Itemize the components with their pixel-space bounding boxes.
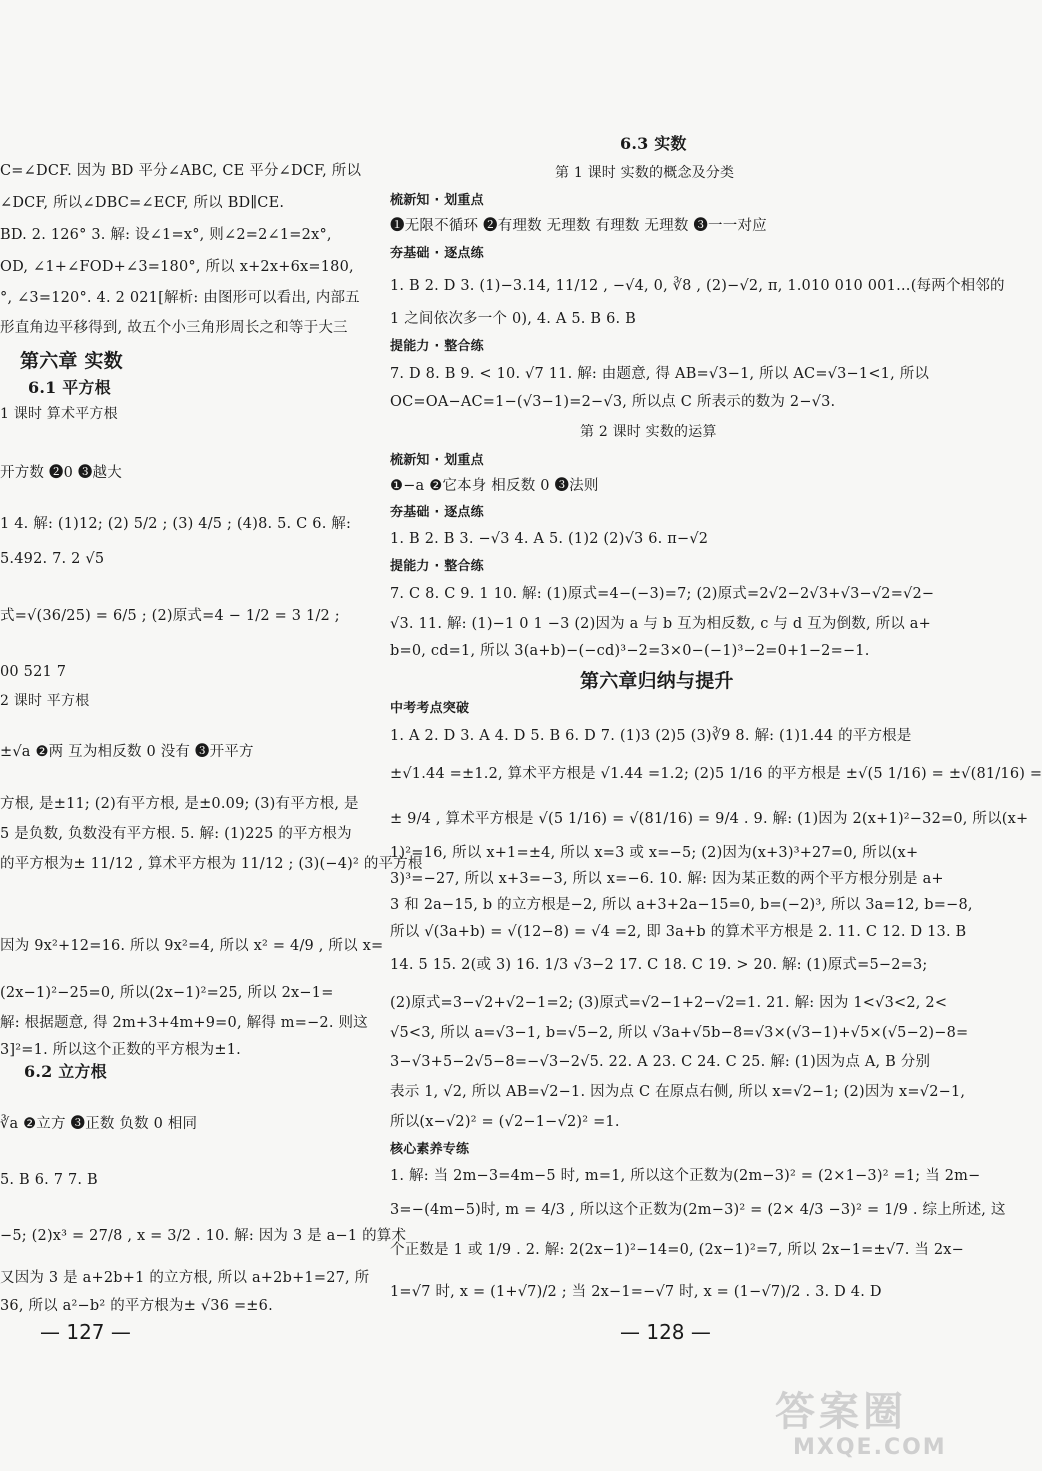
lesson-title: 2 课时 平方根	[0, 693, 90, 709]
text-line: 1 4. 解: (1)12; (2) 5/2 ; (3) 4/5 ; (4)8. 5. C 6. 解:	[0, 516, 352, 532]
text-line: 5.492. 7. 2 √5	[0, 551, 105, 567]
section-label: 提能力 · 整合练	[390, 339, 484, 354]
text-line: ∛a ❷立方 ❸正数 负数 0 相同	[0, 1116, 198, 1132]
text-line: 因为 9x²+12=16. 所以 9x²=4, 所以 x² = 4/9 , 所以 x=	[0, 938, 384, 954]
section-label: 中考考点突破	[390, 701, 470, 716]
text-line: √5<3, 所以 a=√3−1, b=√5−2, 所以 √3a+√5b−8=√3×(√3−1)+√5×(√5−2)−8=	[390, 1025, 969, 1041]
text-line: 式=√(36/25) = 6/5 ; (2)原式=4 − 1/2 = 3 1/2 ;	[0, 608, 340, 624]
text-line: 1=√7 时, x = (1+√7)/2 ; 当 2x−1=−√7 时, x = (1−√7)/2 . 3. D 4. D	[390, 1284, 882, 1300]
text-line: BD. 2. 126° 3. 解: 设∠1=x°, 则∠2=2∠1=2x°,	[0, 227, 332, 243]
watermark-logo	[775, 1390, 990, 1468]
text-line: 3=−(4m−5)时, m = 4/3 , 所以这个正数为(2m−3)² = (2× 4/3 −3)² = 1/9 . 综上所述, 这	[390, 1202, 1006, 1218]
text-line: (2x−1)²−25=0, 所以(2x−1)²=25, 所以 2x−1=	[0, 985, 334, 1001]
text-line: 3−√3+5−2√5−8=−√3−2√5. 22. A 23. C 24. C 25. 解: (1)因为点 A, B 分别	[390, 1054, 931, 1070]
text-line: °, ∠3=120°. 4. 2 021[解析: 由图形可以看出, 内部五	[0, 290, 360, 306]
text-line: ❶−a ❷它本身 相反数 0 ❸法则	[390, 478, 599, 494]
text-line: C=∠DCF. 因为 BD 平分∠ABC, CE 平分∠DCF, 所以	[0, 163, 362, 179]
text-line: 3 和 2a−15, b 的立方根是−2, 所以 a+3+2a−15=0, b=(−2)³, 所以 3a=12, b=−8,	[390, 897, 973, 913]
text-line: OC=OA−AC=1−(√3−1)=2−√3, 所以点 C 所表示的数为 2−√3.	[390, 394, 836, 410]
text-line: ❶无限不循环 ❷有理数 无理数 有理数 无理数 ❸一一对应	[390, 218, 767, 234]
text-line: 所以(x−√2)² = (√2−1−√2)² =1.	[390, 1114, 620, 1130]
text-line: ±√1.44 =±1.2, 算术平方根是 √1.44 =1.2; (2)5 1/16 的平方根是 ±√(5 1/16) = ±√(81/16) =	[390, 766, 1042, 782]
text-line: 5 是负数, 负数没有平方根. 5. 解: (1)225 的平方根为	[0, 826, 352, 842]
text-line: 3]²=1. 所以这个正数的平方根为±1.	[0, 1042, 241, 1058]
page-number: — 127 —	[40, 1320, 131, 1344]
text-line: ±√a ❷两 互为相反数 0 没有 ❸开平方	[0, 744, 254, 760]
section-title-6-2: 6.2 立方根	[24, 1062, 107, 1081]
chapter-title: 第六章 实数	[20, 350, 123, 372]
text-line: 36, 所以 a²−b² 的平方根为± √36 =±6.	[0, 1298, 273, 1314]
text-line: 7. C 8. C 9. 1 10. 解: (1)原式=4−(−3)=7; (2)原式=2√2−2√3+√3−√2=√2−	[390, 586, 935, 602]
watermark-url: MXQE.COM	[793, 1435, 947, 1460]
lesson-title: 第 1 课时 实数的概念及分类	[555, 165, 735, 181]
text-line: (2)原式=3−√2+√2−1=2; (3)原式=√2−1+2−√2=1. 21. 解: 因为 1<√3<2, 2<	[390, 995, 948, 1011]
text-line: 的平方根为± 11/12 , 算术平方根为 11/12 ; (3)(−4)² 的平方根	[0, 856, 423, 872]
text-line: 5. B 6. 7 7. B	[0, 1172, 98, 1188]
text-line: 1. B 2. B 3. −√3 4. A 5. (1)2 (2)√3 6. π−√2	[390, 531, 709, 547]
text-line: ± 9/4 , 算术平方根是 √(5 1/16) = √(81/16) = 9/4 . 9. 解: (1)因为 2(x+1)²−32=0, 所以(x+	[390, 811, 1029, 827]
text-line: 1 之间依次多一个 0), 4. A 5. B 6. B	[390, 311, 636, 327]
text-line: 解: 根据题意, 得 2m+3+4m+9=0, 解得 m=−2. 则这	[0, 1015, 368, 1031]
text-line: 又因为 3 是 a+2b+1 的立方根, 所以 a+2b+1=27, 所	[0, 1270, 370, 1286]
text-line: 1. A 2. D 3. A 4. D 5. B 6. D 7. (1)3 (2)5 (3)∛9 8. 解: (1)1.44 的平方根是	[390, 728, 912, 744]
text-line: 开方数 ❷0 ❸越大	[0, 465, 122, 481]
text-line: 所以 √(3a+b) = √(12−8) = √4 =2, 即 3a+b 的算术平方根是 2. 11. C 12. D 13. B	[390, 924, 967, 940]
section-label: 梳新知 · 划重点	[390, 193, 484, 208]
section-label: 核心素养专练	[390, 1142, 470, 1157]
text-line: b=0, cd=1, 所以 3(a+b)−(−cd)³−2=3×0−(−1)³−2=0+1−2=−1.	[390, 643, 870, 659]
text-line: 形直角边平移得到, 故五个小三角形周长之和等于大三	[0, 320, 348, 336]
text-line: 1. B 2. D 3. (1)−3.14, 11/12 , −√4, 0, ∛8 , (2)−√2, π, 1.010 010 001…(每两个相邻的	[390, 278, 1005, 294]
text-line: 3)³=−27, 所以 x+3=−3, 所以 x=−6. 10. 解: 因为某正数的两个平方根分别是 a+	[390, 871, 944, 887]
text-line: ∠DCF, 所以∠DBC=∠ECF, 所以 BD∥CE.	[0, 195, 285, 211]
text-line: 表示 1, √2, 所以 AB=√2−1. 因为点 C 在原点右侧, 所以 x=√2−1; (2)因为 x=√2−1,	[390, 1084, 966, 1100]
text-line: OD, ∠1+∠FOD+∠3=180°, 所以 x+2x+6x=180,	[0, 259, 354, 275]
section-label: 夯基础 · 逐点练	[390, 505, 484, 520]
text-line: 00 521 7	[0, 664, 67, 680]
text-line: 个正数是 1 或 1/9 . 2. 解: 2(2x−1)²−14=0, (2x−1)²=7, 所以 2x−1=±√7. 当 2x−	[390, 1242, 965, 1258]
chapter-review-title: 第六章归纳与提升	[580, 670, 734, 692]
text-line: −5; (2)x³ = 27/8 , x = 3/2 . 10. 解: 因为 3 是 a−1 的算术	[0, 1228, 407, 1244]
text-line: 方根, 是±11; (2)有平方根, 是±0.09; (3)有平方根, 是	[0, 796, 359, 812]
page-number: — 128 —	[620, 1320, 711, 1344]
lesson-title: 1 课时 算术平方根	[0, 406, 118, 422]
section-label: 夯基础 · 逐点练	[390, 246, 484, 261]
section-title-6-1: 6.1 平方根	[28, 378, 111, 397]
text-line: 7. D 8. B 9. < 10. √7 11. 解: 由题意, 得 AB=√3−1, 所以 AC=√3−1<1, 所以	[390, 366, 930, 382]
text-line: 14. 5 15. 2(或 3) 16. 1/3 √3−2 17. C 18. C 19. > 20. 解: (1)原式=5−2=3;	[390, 957, 928, 973]
watermark-text: 答案圈	[775, 1389, 907, 1435]
text-line: 1)²=16, 所以 x+1=±4, 所以 x=3 或 x=−5; (2)因为(x+3)³+27=0, 所以(x+	[390, 845, 919, 861]
text-line: 1. 解: 当 2m−3=4m−5 时, m=1, 所以这个正数为(2m−3)² = (2×1−3)² =1; 当 2m−	[390, 1168, 981, 1184]
text-line: √3. 11. 解: (1)−1 0 1 −3 (2)因为 a 与 b 互为相反数, c 与 d 互为倒数, 所以 a+	[390, 616, 931, 632]
section-label: 梳新知 · 划重点	[390, 453, 484, 468]
lesson-title: 第 2 课时 实数的运算	[580, 424, 717, 440]
section-label: 提能力 · 整合练	[390, 559, 484, 574]
section-title-6-3: 6.3 实数	[620, 134, 687, 153]
